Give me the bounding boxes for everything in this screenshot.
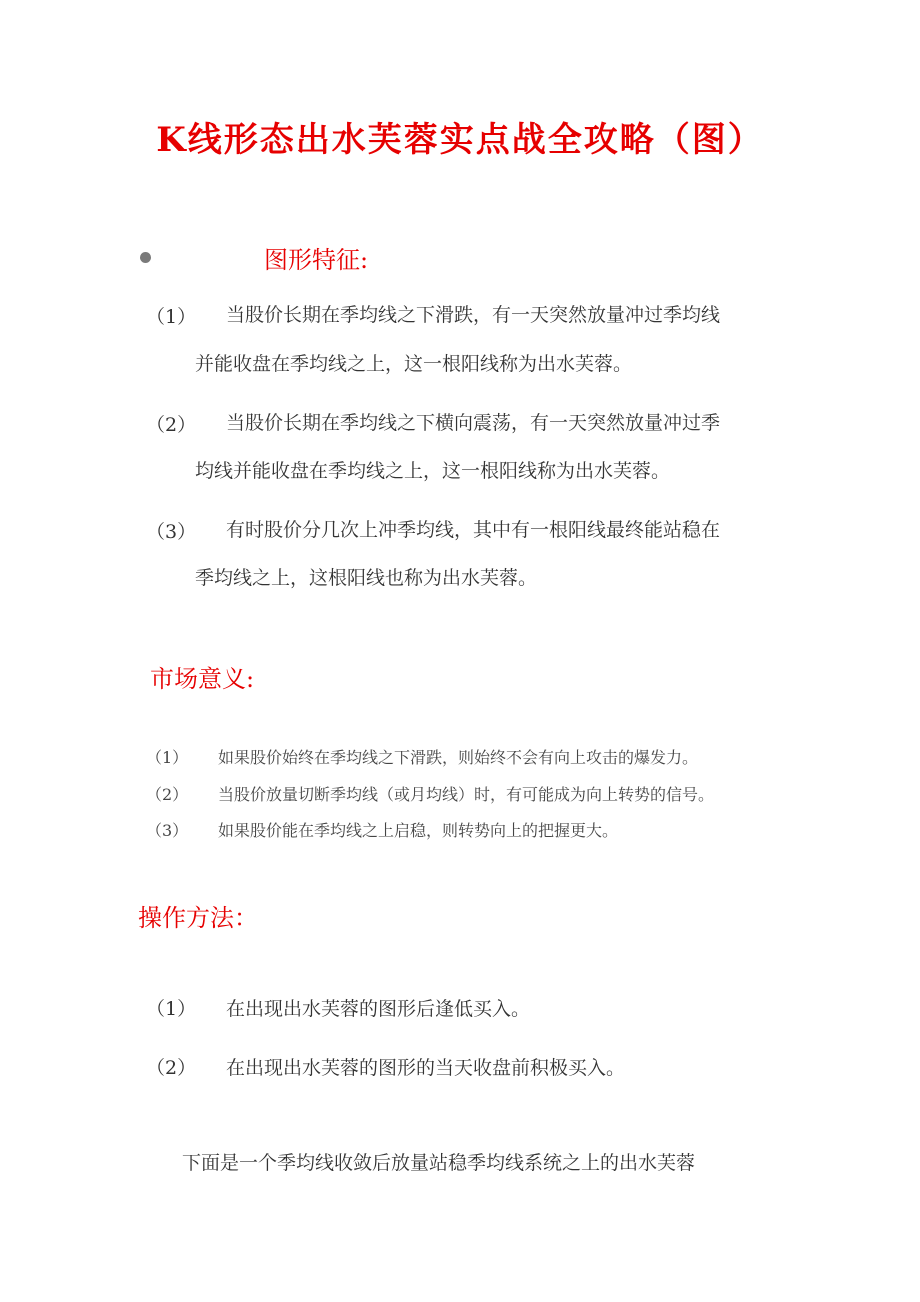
list-item-text: 在出现出水芙蓉的图形后逢低买入。	[226, 998, 531, 1020]
list-number: （1）	[146, 306, 197, 328]
list-item-text: 当股价放量切断季均线（或月均线）时，有可能成为向上转势的信号。	[218, 785, 715, 804]
list-item-line: 当股价长期在季均线之下滑跌，有一天突然放量冲过季均线	[226, 304, 721, 326]
list-number: （3）	[146, 821, 189, 840]
list-item-text: 在出现出水芙蓉的图形的当天收盘前积极买入。	[226, 1057, 626, 1079]
list-item-line: 并能收盘在季均线之上，这一根阳线称为出水芙蓉。	[195, 353, 633, 375]
section-heading-market-meaning: 市场意义:	[150, 665, 255, 693]
body-paragraph: 下面是一个季均线收敛后放量站稳季均线系统之上的出水芙蓉	[182, 1152, 696, 1174]
list-number: （1）	[146, 998, 197, 1020]
list-number: （2）	[146, 785, 189, 804]
list-number: （3）	[146, 521, 197, 543]
list-number: （2）	[146, 414, 197, 436]
list-item-text: 如果股价能在季均线之上启稳，则转势向上的把握更大。	[218, 821, 619, 840]
list-item-line: 均线并能收盘在季均线之上，这一根阳线称为出水芙蓉。	[195, 460, 671, 482]
page-title: K线形态出水芙蓉实点战全攻略（图）	[156, 120, 764, 160]
list-number: （1）	[146, 748, 189, 767]
list-item-line: 当股价长期在季均线之下横向震荡，有一天突然放量冲过季	[226, 412, 721, 434]
list-item-line: 有时股价分几次上冲季均线，其中有一根阳线最终能站稳在	[226, 519, 721, 541]
section-heading-operation-method: 操作方法：	[138, 904, 258, 932]
bullet-icon	[140, 252, 151, 263]
list-number: （2）	[146, 1057, 197, 1079]
list-item-text: 如果股价始终在季均线之下滑跌，则始终不会有向上攻击的爆发力。	[218, 748, 699, 767]
list-item-line: 季均线之上，这根阳线也称为出水芙蓉。	[195, 567, 538, 589]
section-heading-shape-features: 图形特征:	[264, 246, 369, 274]
